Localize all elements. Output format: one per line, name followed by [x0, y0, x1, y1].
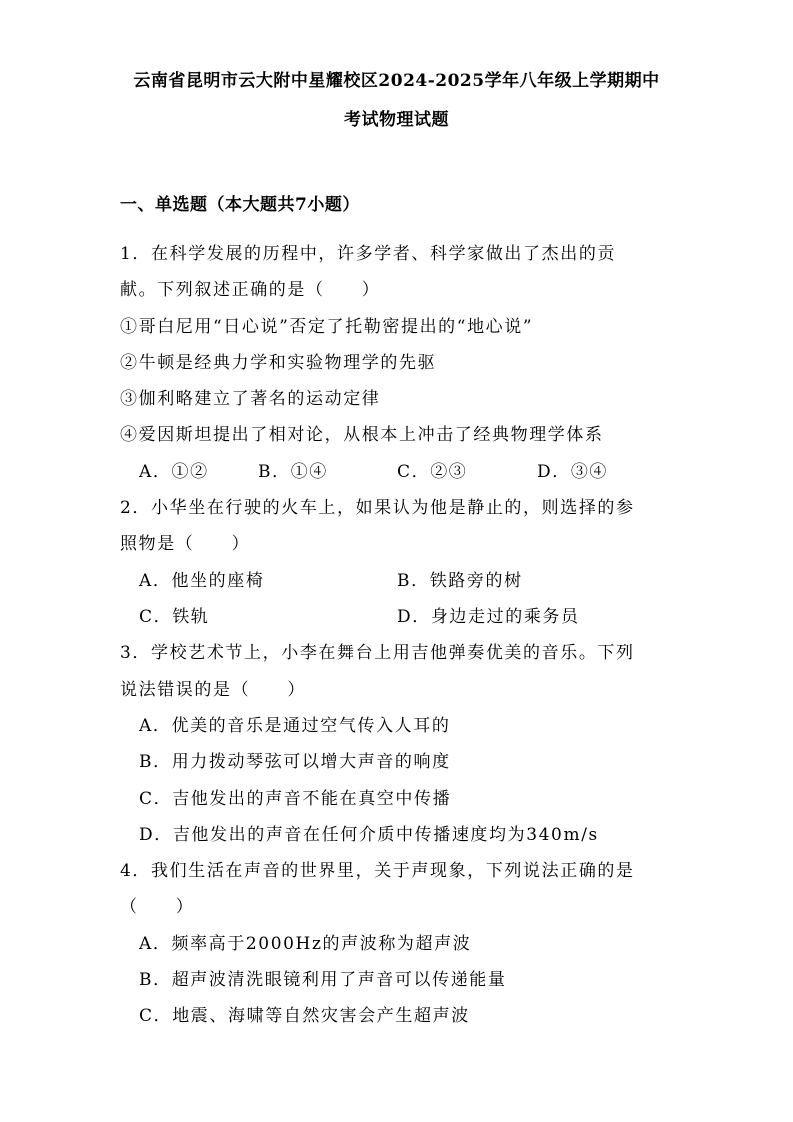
q1-option-b: B．①④: [258, 462, 328, 482]
q1-statement-2: ②牛顿是经典力学和实验物理学的先驱: [120, 353, 437, 373]
q1-option-c: C．②③: [397, 462, 468, 482]
q3-stem-line2: 说法错误的是（ ）: [120, 680, 306, 700]
q4-stem-line1: 4．我们生活在声音的世界里，关于声现象，下列说法正确的是: [120, 861, 635, 881]
q3-option-a: A．优美的音乐是通过空气传入人耳的: [139, 716, 451, 736]
exam-title-line2: 考试物理试题: [344, 110, 449, 130]
q2-option-b: B．铁路旁的树: [397, 571, 523, 591]
q1-option-a: A．①②: [139, 462, 209, 482]
q3-stem-line1: 3．学校艺术节上，小李在舞台上用吉他弹奏优美的音乐。下列: [120, 643, 635, 663]
q1-statement-4: ④爱因斯坦提出了相对论，从根本上冲击了经典物理学体系: [120, 425, 604, 445]
exam-title-line1: 云南省昆明市云大附中星耀校区2024-2025学年八年级上学期期中: [133, 71, 660, 91]
q2-stem-line2: 照物是（ ）: [120, 534, 251, 554]
q3-option-c: C．吉他发出的声音不能在真空中传播: [139, 789, 452, 809]
q1-statement-1: ①哥白尼用“日心说”否定了托勒密提出的“地心说”: [120, 317, 534, 337]
section-heading: 一、单选题（本大题共7小题）: [120, 195, 360, 215]
q2-option-c: C．铁轨: [139, 607, 210, 627]
q2-stem-line1: 2．小华坐在行驶的火车上，如果认为他是静止的，则选择的参: [120, 498, 635, 518]
q2-option-a: A．他坐的座椅: [139, 571, 265, 591]
q4-option-a: A．频率高于2000Hz的声波称为超声波: [139, 934, 472, 954]
q1-stem-line1: 1．在科学发展的历程中，许多学者、科学家做出了杰出的贡: [120, 244, 617, 264]
q3-option-d: D．吉他发出的声音在任何介质中传播速度均为340m/s: [139, 825, 599, 845]
q3-option-b: B．用力拨动琴弦可以增大声音的响度: [139, 752, 451, 772]
q1-option-d: D．③④: [537, 462, 609, 482]
q4-option-b: B．超声波清洗眼镜利用了声音可以传递能量: [139, 970, 507, 990]
q1-statement-3: ③伽利略建立了著名的运动定律: [120, 389, 381, 409]
q2-option-d: D．身边走过的乘务员: [397, 607, 580, 627]
q1-stem-line2: 献。下列叙述正确的是（ ）: [120, 280, 381, 300]
q4-option-c: C．地震、海啸等自然灾害会产生超声波: [139, 1006, 470, 1026]
q4-stem-line2: （ ）: [120, 897, 195, 917]
